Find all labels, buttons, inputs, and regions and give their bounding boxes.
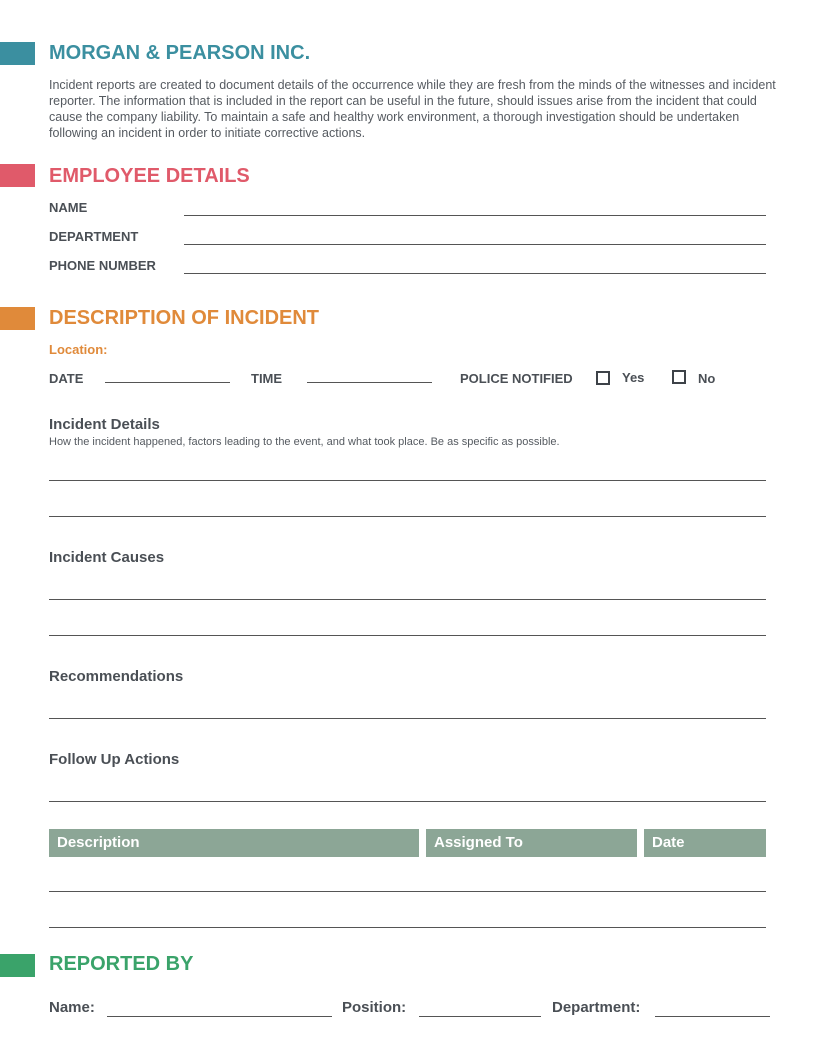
employee-department-label: DEPARTMENT [49,229,139,244]
incident-heading: DESCRIPTION OF INCIDENT [49,307,320,329]
date-field[interactable] [105,382,230,383]
employee-name-field[interactable] [184,215,766,216]
employee-accent-bar [0,164,35,187]
police-yes-label: Yes [622,370,645,385]
time-field[interactable] [307,382,432,383]
incident-details-title: Incident Details [49,416,160,433]
intro-paragraph: Incident reports are created to document details of the occurrence while they are fresh from the minds of the witnesses and incident reporter. The information that is included in the report can be useful in the future, should issues arise from the incident that could cause the company liability. To maintain a safe and healthy work environment, a thorough investigation should be undertaken following an incident in order to initiate corrective actions. [49,78,776,140]
employee-phone-label: PHONE NUMBER [49,258,156,273]
incident-details-hint: How the incident happened, factors leading to the event, and what took place. Be as specific as possible. [49,436,560,448]
employee-name-label: NAME [49,200,88,215]
incident-accent-bar [0,307,35,330]
police-no-checkbox[interactable] [672,370,686,384]
date-label: DATE [49,371,84,386]
table-header-description: Description [49,829,419,857]
follow-up-title: Follow Up Actions [49,751,180,768]
incident-details-line-2[interactable] [49,516,766,517]
reported-heading: REPORTED BY [49,953,194,975]
table-header-date: Date [644,829,766,857]
reported-department-label: Department: [552,999,641,1016]
reported-position-field[interactable] [419,1016,541,1017]
incident-causes-line-2[interactable] [49,635,766,636]
reported-name-field[interactable] [107,1016,332,1017]
employee-heading: EMPLOYEE DETAILS [49,165,250,187]
employee-department-field[interactable] [184,244,766,245]
time-label: TIME [251,371,283,386]
reported-department-field[interactable] [655,1016,770,1017]
employee-phone-field[interactable] [184,273,766,274]
recommendations-title: Recommendations [49,668,184,685]
company-name: MORGAN & PEARSON INC. [49,42,311,64]
table-row[interactable] [49,927,766,928]
police-notified-label: POLICE NOTIFIED [460,371,573,386]
reported-accent-bar [0,954,35,977]
table-row[interactable] [49,891,766,892]
table-header-assigned-to: Assigned To [426,829,637,857]
recommendations-line[interactable] [49,718,766,719]
location-label: Location: [49,342,108,357]
incident-causes-line-1[interactable] [49,599,766,600]
reported-position-label: Position: [342,999,407,1016]
police-no-label: No [698,371,716,386]
follow-up-line[interactable] [49,801,766,802]
incident-details-line-1[interactable] [49,480,766,481]
company-accent-bar [0,42,35,65]
reported-name-label: Name: [49,999,95,1016]
police-yes-checkbox[interactable] [596,371,610,385]
incident-causes-title: Incident Causes [49,549,165,566]
